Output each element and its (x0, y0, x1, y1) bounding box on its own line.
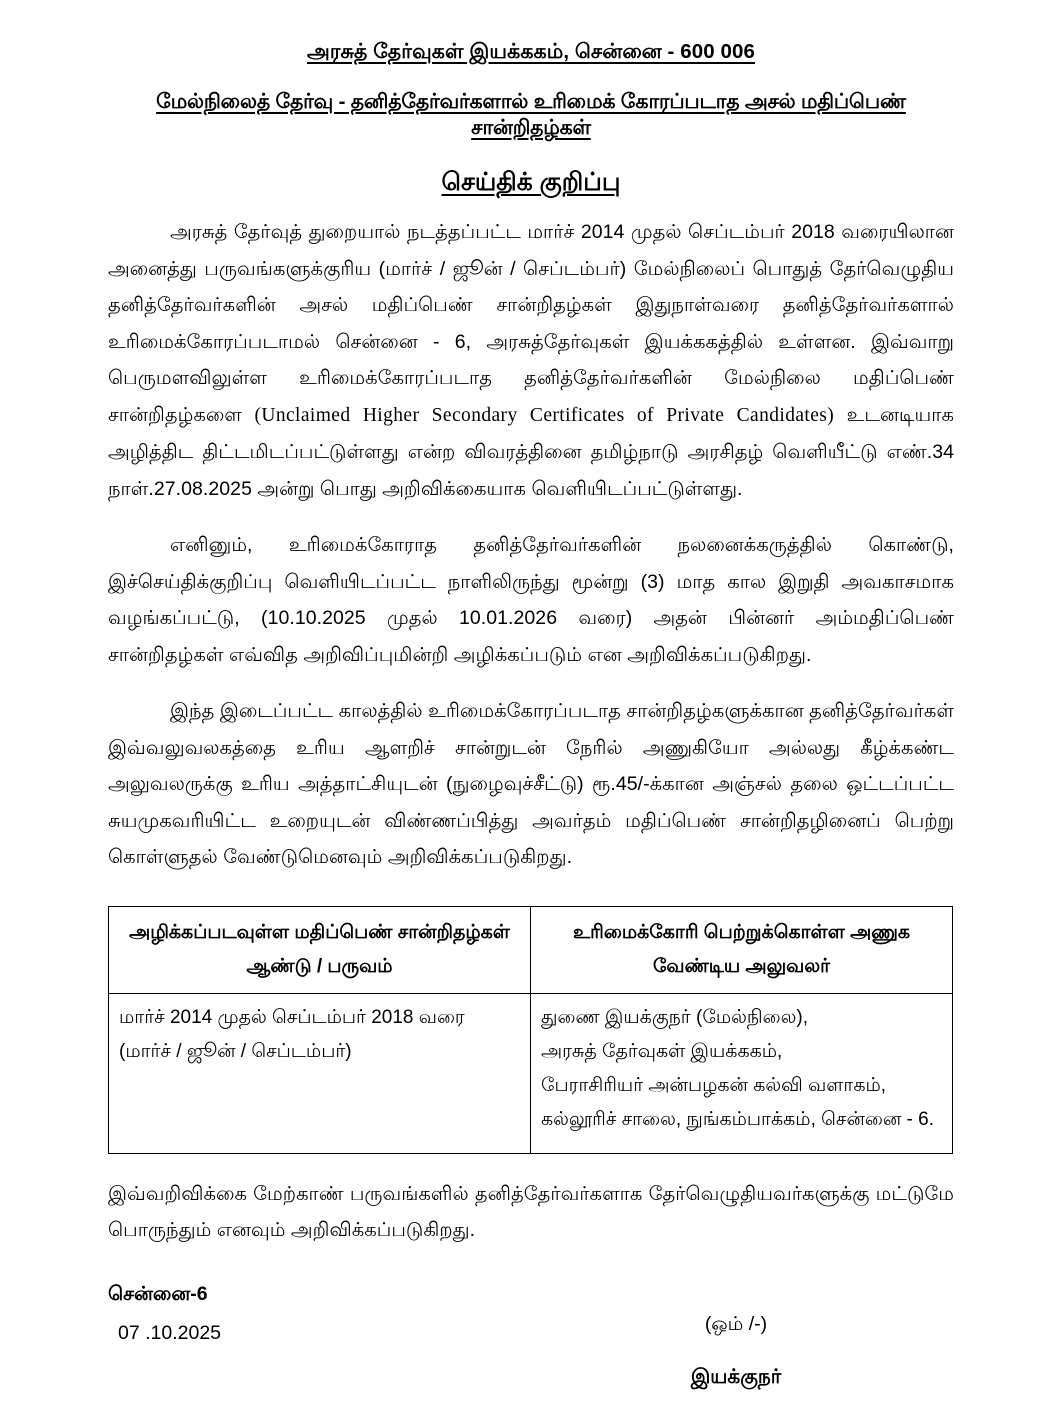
paragraph-2-text: எனினும், உரிமைக்கோராத தனித்தேர்வர்களின் நலனைக்கருத்தில் கொண்டு, இச்செய்திக்குறிப்பு வெளியிடப்பட்ட நாளிலிருந்து மூன்று (3) மாத கால இறுதி அவகாசமாக வழங்கப்பட்டு, (10.10.2025 முதல் 10.01.2026 வரை) அதன் பின்னர் அம்மதிப்பெண் சான்றிதழ்கள் எவ்வித அறிவிப்புமின்றி அழிக்கப்படும் என அறிவிக்கப்படுகிறது. (108, 534, 954, 666)
table-header-certificates (109, 906, 531, 993)
signature-area (646, 1313, 826, 1391)
officer-line-3: பேராசிரியர் அன்பழகன் கல்வி வளாகம், (541, 1074, 887, 1096)
paragraph-1-part-2: உடனடியாக அழித்திட திட்டமிடப்பட்டுள்ளது என்ற விவரத்தினை தமிழ்நாடு அரசிதழ் வெளியீட்டு எண்.34 நாள்.27.08.2025 அன்று பொது அறிவிக்கையாக வெளியிடப்பட்டுள்ளது. (108, 403, 955, 500)
table-cell-officer-address (531, 993, 953, 1153)
table-header-certificates-line-1: அழிக்கப்படவுள்ள மதிப்பெண் சான்றிதழ்கள் (129, 921, 510, 943)
paragraph-3 (108, 693, 954, 876)
table-header-officer-line-2: வேண்டிய அலுவலர் (652, 955, 831, 977)
subject-heading-text: மேல்நிலைத் தேர்வு - தனித்தேர்வர்களால் உரிமைக் கோரப்படாத அசல் மதிப்பெண் சான்றிதழ்கள் (156, 90, 906, 139)
table-header-officer-line-1: உரிமைக்கோரி பெற்றுக்கொள்ள அணுக (572, 921, 911, 943)
table-cell-period (109, 993, 531, 1153)
table-header-row (109, 906, 953, 993)
signature-designation: இயக்குநர் (690, 1365, 782, 1388)
page-title (108, 168, 954, 200)
signature-block (108, 1283, 954, 1403)
paragraph-4 (108, 1176, 954, 1249)
department-heading (108, 40, 954, 66)
officer-line-2: அரசுத் தேர்வுகள் இயக்ககம், (541, 1040, 783, 1062)
page-title-text: செய்திக் குறிப்பு (441, 168, 621, 196)
table-header-officer (531, 906, 953, 993)
paragraph-3-text: இந்த இடைப்பட்ட காலத்தில் உரிமைக்கோரப்படாத சான்றிதழ்களுக்கான தனித்தேர்வர்கள் இவ்வலுவலகத்தை உரிய ஆளறிச் சான்றுடன் நேரில் அணுகியோ அல்லது கீழ்க்கண்ட அலுவலருக்கு உரிய அத்தாட்சியுடன் (நுழைவுச்சீட்டு) ரூ.45/-க்கான அஞ்சல் தலை ஒட்டப்பட்ட சுயமுகவரியிட்ட உறையுடன் விண்ணப்பித்து அவர்தம் மதிப்பெண் சான்றிதழினைப் பெற்று கொள்ளுதல் வேண்டுமெனவும் அறிவிக்கப்படுகிறது. (108, 700, 954, 868)
officer-line-1: துணை இயக்குநர் (மேல்நிலை), (541, 1006, 808, 1028)
date-label: 07 .10.2025 (118, 1321, 222, 1344)
department-heading-text: அரசுத் தேர்வுகள் இயக்ககம், சென்னை - 600 006 (306, 40, 756, 63)
certificates-table (108, 906, 953, 1154)
period-line-2: (மார்ச் / ஜூன் / செப்டம்பர்) (119, 1040, 352, 1062)
signature-mark: (ஒம் /-) (704, 1312, 768, 1335)
paragraph-1 (108, 214, 954, 507)
officer-line-4: கல்லூரிச் சாலை, நுங்கம்பாக்கம், சென்னை - 6. (541, 1108, 934, 1130)
paragraph-2 (108, 527, 954, 673)
table-header-certificates-line-2: ஆண்டு / பருவம் (246, 955, 393, 977)
certificates-table-wrapper (108, 906, 954, 1154)
period-line-1: மார்ச் 2014 முதல் செப்டம்பர் 2018 வரை (119, 1006, 465, 1028)
paragraph-4-text: இவ்வறிவிக்கை மேற்காண் பருவங்களில் தனித்தேர்வர்களாக தேர்வெழுதியவர்களுக்கு மட்டுமே பொருந்தும் எனவும் அறிவிக்கப்படுகிறது. (108, 1182, 954, 1241)
paragraph-1-english-term: (Unclaimed Higher Secondary Certificates of Private Candidates) (254, 404, 835, 426)
table-row (109, 993, 953, 1153)
subject-heading (108, 90, 954, 142)
paragraph-1-part-1: அரசுத் தேர்வுத் துறையால் நடத்தப்பட்ட மார்ச் 2014 முதல் செப்டம்பர் 2018 வரையிலான அனைத்து பருவங்களுக்குரிய (மார்ச் / ஜூன் / செப்டம்பர்) மேல்நிலைப் பொதுத் தேர்வெழுதிய தனித்தேர்வர்களின் அசல் மதிப்பெண் சான்றிதழ்கள் இதுநாள்வரை தனித்தேர்வர்களால் உரிமைக்கோரப்படாமல் சென்னை - 6, அரசுத்தேர்வுகள் இயக்ககத்தில் உள்ளன. இவ்வாறு பெருமளவிலுள்ள உரிமைக்கோரப்படாத தனித்தேர்வர்களின் மேல்நிலை மதிப்பெண் சான்றிதழ்களை (108, 221, 954, 426)
place-label: சென்னை-6 (108, 1282, 208, 1305)
